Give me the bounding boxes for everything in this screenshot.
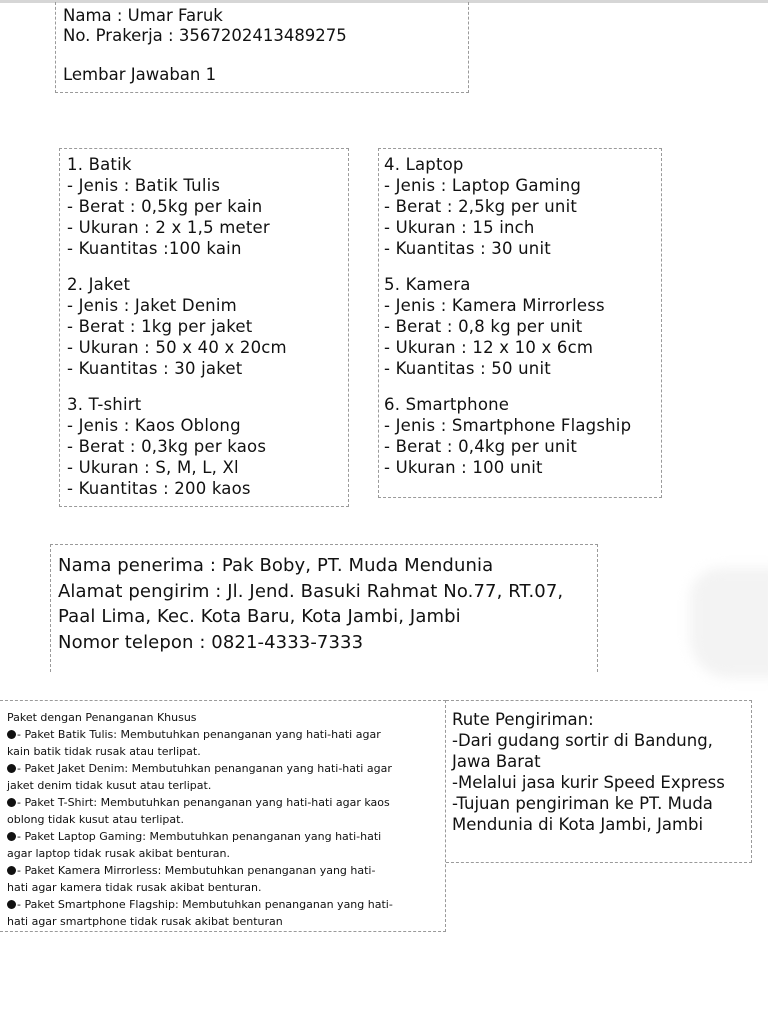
handling-item bbox=[7, 896, 445, 930]
item-laptop bbox=[384, 154, 661, 259]
handling-line-cont: oblong tidak kusut atau terlipat. bbox=[7, 813, 184, 826]
items-box-left bbox=[59, 148, 349, 507]
item-attr: - Jenis : Laptop Gaming bbox=[384, 176, 582, 195]
sender-address-line: Alamat pengirim : Jl. Jend. Basuki Rahmat No.77, RT.07, bbox=[58, 580, 564, 602]
handling-text: - Paket Jaket Denim: Membutuhkan penanganan yang hati-hati agar bbox=[17, 762, 392, 775]
bullet-icon bbox=[7, 866, 16, 875]
item-attr: - Kuantitas :100 kain bbox=[67, 239, 242, 258]
item-title: 6. Smartphone bbox=[384, 395, 510, 414]
bullet-icon bbox=[7, 798, 16, 807]
handling-line-cont: agar laptop tidak rusak akibat benturan. bbox=[7, 847, 231, 860]
handling-line bbox=[7, 794, 445, 811]
handling-text: - Paket Batik Tulis: Membutuhkan penanganan yang hati-hati agar bbox=[17, 728, 381, 741]
item-tshirt bbox=[67, 394, 348, 499]
phone-number-line: Nomor telepon : 0821-4333-7333 bbox=[58, 631, 364, 653]
item-attr: - Berat : 1kg per jaket bbox=[67, 317, 253, 336]
handling-item bbox=[7, 862, 445, 896]
item-title: 1. Batik bbox=[67, 155, 132, 174]
item-attr: - Jenis : Batik Tulis bbox=[67, 176, 221, 195]
bullet-icon bbox=[7, 730, 16, 739]
item-batik bbox=[67, 154, 348, 259]
handling-item bbox=[7, 726, 445, 760]
item-attr: - Kuantitas : 50 unit bbox=[384, 359, 551, 378]
item-attr: - Ukuran : 2 x 1,5 meter bbox=[67, 218, 270, 237]
header-spacer bbox=[63, 46, 468, 65]
name-line: Nama : Umar Faruk bbox=[63, 6, 223, 25]
item-attr: - Ukuran : 15 inch bbox=[384, 218, 535, 237]
item-title: 4. Laptop bbox=[384, 155, 464, 174]
item-attr: - Jenis : Kaos Oblong bbox=[67, 416, 241, 435]
prakerja-number-line: No. Prakerja : 3567202413489275 bbox=[63, 26, 347, 45]
handling-text: - Paket Kamera Mirrorless: Membutuhkan penanganan yang hati- bbox=[17, 864, 376, 877]
item-attr: - Ukuran : 50 x 40 x 20cm bbox=[67, 338, 287, 357]
item-attr: - Berat : 0,8 kg per unit bbox=[384, 317, 583, 336]
item-attr: - Berat : 0,4kg per unit bbox=[384, 437, 578, 456]
item-attr: - Kuantitas : 30 unit bbox=[384, 239, 551, 258]
items-box-right bbox=[378, 148, 662, 498]
item-title: 3. T-shirt bbox=[67, 395, 142, 414]
header-box bbox=[55, 2, 469, 93]
route-line: Mendunia di Kota Jambi, Jambi bbox=[452, 815, 704, 834]
item-kamera bbox=[384, 274, 661, 379]
route-line: -Melalui jasa kurir Speed Express bbox=[452, 773, 725, 792]
handling-item bbox=[7, 828, 445, 862]
sheet-title: Lembar Jawaban 1 bbox=[63, 65, 217, 84]
handling-text: - Paket T-Shirt: Membutuhkan penanganan yang hati-hati agar kaos bbox=[17, 796, 390, 809]
route-title: Rute Pengiriman: bbox=[452, 710, 594, 729]
bullet-icon bbox=[7, 900, 16, 909]
handling-line-cont: hati agar kamera tidak rusak akibat benturan. bbox=[7, 881, 262, 894]
item-smartphone bbox=[384, 394, 661, 478]
item-attr: - Berat : 0,3kg per kaos bbox=[67, 437, 267, 456]
handling-line-cont: kain batik tidak rusak atau terlipat. bbox=[7, 745, 201, 758]
handling-item bbox=[7, 794, 445, 828]
handling-item bbox=[7, 760, 445, 794]
item-attr: - Ukuran : 100 unit bbox=[384, 458, 543, 477]
handling-line-cont: jaket denim tidak kusut atau terlipat. bbox=[7, 779, 212, 792]
handling-line bbox=[7, 760, 445, 777]
handling-line-cont: hati agar smartphone tidak rusak akibat benturan bbox=[7, 915, 283, 928]
item-jaket bbox=[67, 274, 348, 379]
recipient-box bbox=[50, 544, 598, 672]
item-attr: - Berat : 2,5kg per unit bbox=[384, 197, 578, 216]
item-attr: - Kuantitas : 200 kaos bbox=[67, 479, 251, 498]
item-title: 2. Jaket bbox=[67, 275, 131, 294]
route-box bbox=[446, 700, 752, 863]
item-attr: - Jenis : Kamera Mirrorless bbox=[384, 296, 605, 315]
item-title: 5. Kamera bbox=[384, 275, 471, 294]
handling-line bbox=[7, 726, 445, 743]
handling-text: - Paket Smartphone Flagship: Membutuhkan penanganan yang hati- bbox=[17, 898, 393, 911]
handling-line bbox=[7, 862, 445, 879]
item-attr: - Kuantitas : 30 jaket bbox=[67, 359, 243, 378]
recipient-name-line: Nama penerima : Pak Boby, PT. Muda Mendunia bbox=[58, 555, 494, 576]
handling-line bbox=[7, 828, 445, 845]
item-attr: - Jenis : Smartphone Flagship bbox=[384, 416, 632, 435]
paper-smudge bbox=[690, 568, 768, 678]
item-attr: - Berat : 0,5kg per kain bbox=[67, 197, 263, 216]
item-attr: - Jenis : Jaket Denim bbox=[67, 296, 237, 315]
special-handling-box bbox=[0, 700, 446, 932]
handling-title: Paket dengan Penanganan Khusus bbox=[7, 711, 197, 724]
route-line: -Tujuan pengiriman ke PT. Muda bbox=[452, 794, 713, 813]
handling-line bbox=[7, 896, 445, 913]
bullet-icon bbox=[7, 832, 16, 841]
item-attr: - Ukuran : 12 x 10 x 6cm bbox=[384, 338, 594, 357]
sender-address-line-2: Paal Lima, Kec. Kota Baru, Kota Jambi, Jambi bbox=[58, 606, 461, 627]
handling-text: - Paket Laptop Gaming: Membutuhkan penanganan yang hati-hati bbox=[17, 830, 382, 843]
item-attr: - Ukuran : S, M, L, Xl bbox=[67, 458, 239, 477]
route-line: -Dari gudang sortir di Bandung, bbox=[452, 731, 713, 750]
bullet-icon bbox=[7, 764, 16, 773]
route-line: Jawa Barat bbox=[452, 752, 541, 771]
